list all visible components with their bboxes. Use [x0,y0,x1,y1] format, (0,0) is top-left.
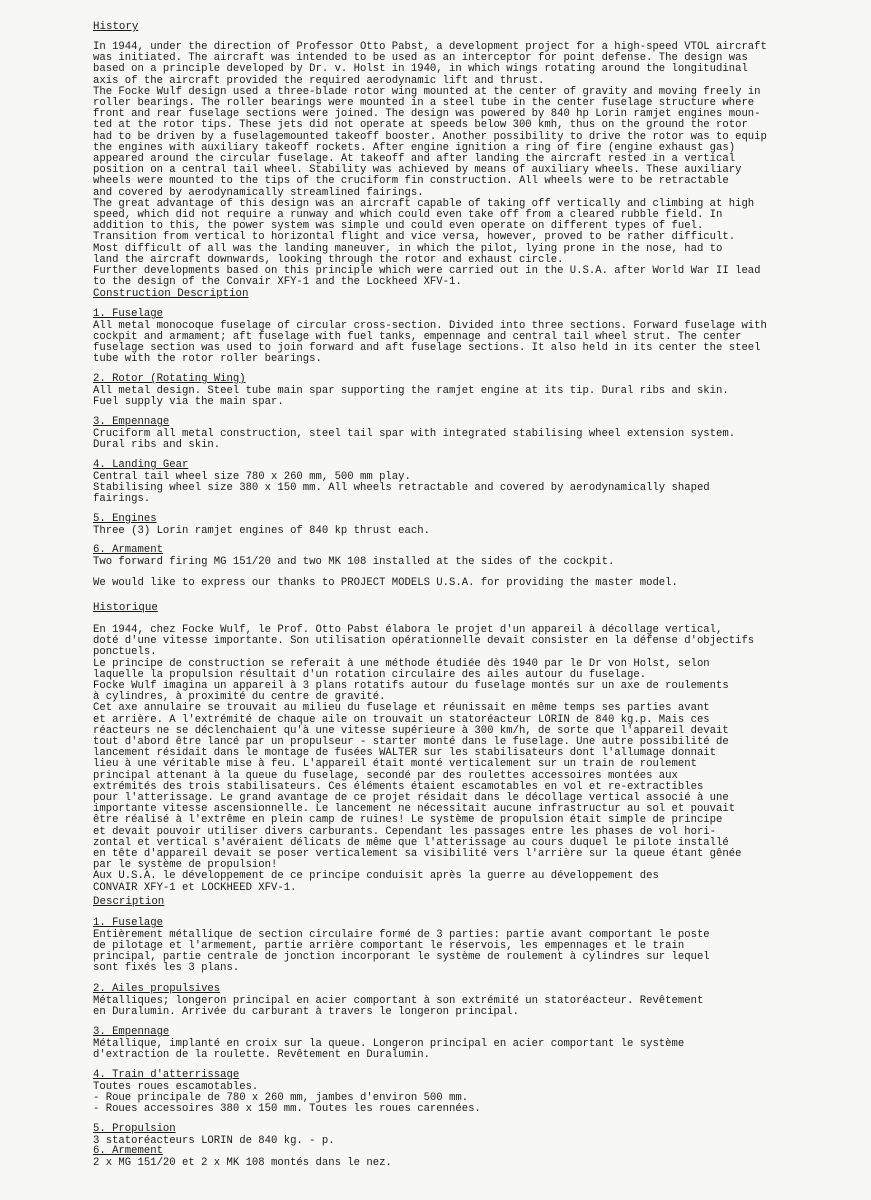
historique-text: En 1944, chez Focke Wulf, le Prof. Otto Pabst élabora le projet d'un appareil à décollage vertical, doté d'une vitesse importante. Son utilisation opérationnelle devait consister en la défense d'objectifs ponctuels. Le principe de construction se referait à une méthode étudiée dès 1940 par le Dr von Holst, selon laquelle la propulsion résultait d'un rotation circulaire des ailes autour du fuselage. Focke Wulf imagina un appareil à 3 plans rotatifs autour du fuselage montés sur un axe de roulements à cylindres, à proximité du centre de gravité. Cet axe annulaire se trouvait au milieu du fuselage et réunissait en même temps ses parties avant et arrière. A l'extrémité de chaque aile on trouvait un statoréacteur LORIN de 840 kg.p. Mais ces réacteurs ne se déclenchaient qu'à une vitesse supérieure à 300 km/h, de sorte que l'appareil devait tout d'abord être lancé par un propulseur - starter monté dans le fuselage. Une autre possibilité de lancement résidait dans le montage de fusées WALTER sur les stabilisateurs dont l'allumage donnait lieu à une véritable mise à feu. L'appareil était monté verticalement sur un train de roulement principal attenant à la queue du fuselage, secondé par des roulettes accessoires montées aux extrémités des trois stabilisateurs. Ces éléments étaient escamotables en vol et re-extractibles pour l'atterissage. Le grand avantage de ce projet résidait dans le décollage vertical associé à une importante vitesse ascensionnelle. Le lancement ne nécessitait aucune infrastructur au sol et pouvait être réalisé à l'extrême en plein camp de ruines! Le système de propulsion était simple de principe et devait pouvoir utiliser divers carburants. Cependant les passages entre les phases de vol hori- zontal et vertical s'avéraient délicats de même que l'atterissage au cours duquel le pilote installé en tête d'appareil devait se poser verticalement sa visibilité vers l'arrière sur la queue étant gênée par le système de propulsion! Aux U.S.A. le développement de ce principe conduisit après la guerre au développement des CONVAIR XFY-1 et LOCKHEED XFV-1. [93,624,755,894]
section-title: 4. Landing Gear [93,459,189,471]
section-fr-ailes [93,984,783,1018]
section-title: 3. Empennage [93,1026,170,1038]
history-text: In 1944, under the direction of Professor Otto Pabst, a development project for a high-speed VTOL aircraft was initiated. The aircraft was intended to be used as an interceptor for point defense. The design was based on a principle developed by Dr. v. Holst in 1940, in which wings rotating around the longitudinal axis of the aircraft provided the required aerodynamic lift and thrust. The Focke Wulf design used a three-blade rotor wing mounted at the center of gravity and moving freely in roller bearings. The roller bearings were mounted in a steel tube in the center fuselage structure where front and rear fuselage sections were joined. The design was powered by 840 hp Lorin ramjet engines moun- ted at the rotor tips. These jets did not operate at speeds below 300 kmh, thus on the ground the rotor had to be driven by a fuselagemounted takeoff booster. Another possibility to drive the rotor was to equip the engines with auxiliary takeoff rockets. After engine ignition a ring of fire (engine exhaust gas) appeared around the circular fuselage. At takeoff and after landing the aircraft rested in a vertical position on a central tail wheel. Stability was achieved by means of auxiliary wheels. These auxiliary wheels were mounted to the tips of the cruciform fin construction. All wheels were to be retractable and covered by aerodynamically streamlined fairings. The great advantage of this design was an aircraft capable of taking off vertically and climbing at high speed, which did not require a runway and which could even take off from a cleared rubble field. In addition to this, the power system was simple und could even operate on different types of fuel. Transition from vertical to horizontal flight and vice versa, however, proved to be rather difficult. Most difficult of all was the landing maneuver, in which the pilot, lying prone in the nose, had to land the aircraft downwards, looking through the rotor and exhaust circle. Further developments based on this principle which were carried out in the U.S.A. after World War II lead to the design of the Convair XFY-1 and the Lockheed XFV-1. [93,41,767,289]
section-text: 3 statoréacteurs LORIN de 840 kg. - p. [93,1134,335,1147]
section-en-rotor [93,374,783,408]
construction-heading [93,288,783,300]
history-heading-text: History [93,21,139,33]
section-title: 2. Ailes propulsives [93,983,221,995]
section-fr-train [93,1070,783,1115]
construction-heading-text: Construction Description [93,288,249,300]
section-text: All metal design. Steel tube main spar supporting the ramjet engine at its tip. Dural ribs and skin. Fuel supply via the main spar. [93,384,729,408]
section-en-armament [93,545,783,568]
section-title: 2. Rotor (Rotating Wing) [93,373,246,385]
section-title: 4. Train d'atterrissage [93,1069,240,1081]
section-text: Métalliques; longeron principal en acier comportant à son extrémité un statoréacteur. Revêtement en Duralumin. Arrivée du carburant à travers le longeron principal. [93,994,704,1018]
section-en-empennage [93,417,783,451]
section-title: 6. Armement [93,1145,163,1157]
section-text: Central tail wheel size 780 x 260 mm, 500 mm play. Stabilising wheel size 380 x 150 mm. All wheels retractable and covered by aerodynamically shaped fairings. [93,470,710,505]
section-en-engines [93,514,783,537]
history-paragraph [93,42,783,288]
section-title: 5. Propulsion [93,1123,176,1135]
section-text: Three (3) Lorin ramjet engines of 840 kp thrust each. [93,524,430,537]
section-text: 2 x MG 151/20 et 2 x MK 108 montés dans le nez. [93,1156,392,1169]
thanks-note [93,578,783,589]
section-text: Métallique, implanté en croix sur la queue. Longeron principal en acier comportant le système d'extraction de la roulette. Revêtement en Duralumin. [93,1037,685,1061]
section-text: Cruciform all metal construction, steel tail spar with integrated stabilising wheel extension system. Dural ribs and skin. [93,427,736,451]
section-text: Entièrement métallique de section circulaire formé de 3 parties: partie avant comportant le poste de pilotage et l'armement, partie arrière comportant le réservois, les empennages et le train principal, partie centrale de jonction incorporant le système de roulement à cylindres sur lequel sont fixés les 3 plans. [93,928,710,975]
section-en-landing-gear [93,460,783,505]
section-title: 5. Engines [93,513,157,525]
section-fr-armement [93,1146,783,1169]
section-fr-fuselage [93,918,783,974]
section-title: 6. Armament [93,544,163,556]
section-text: All metal monocoque fuselage of circular cross-section. Divided into three sections. Forward fuselage with cockpit and armament; aft fuselage with fuel tanks, empennage and central tail wheel strut. The center fuselage section was used to join forward and aft fuselage sections. It also held in its center the steel tube with the rotor roller bearings. [93,319,767,366]
section-title: 3. Empennage [93,416,170,428]
historique-heading [93,602,783,614]
section-text: Toutes roues escamotables. - Roue principale de 780 x 260 mm, jambes d'environ 500 mm. - Roues accessoires 380 x 150 mm. Toutes les roues carennées. [93,1080,481,1115]
section-title: 1. Fuselage [93,917,163,929]
section-fr-empennage [93,1027,783,1061]
historique-paragraph [93,625,783,894]
historique-heading-text: Historique [93,602,158,614]
thanks-text: We would like to express our thanks to PROJECT MODELS U.S.A. for providing the master model. [93,577,678,589]
section-en-fuselage [93,309,783,365]
description-heading-text: Description [93,896,165,908]
section-text: Two forward firing MG 151/20 and two MK 108 installed at the sides of the cockpit. [93,555,615,568]
history-heading [93,21,783,33]
section-title: 1. Fuselage [93,308,163,320]
description-heading [93,896,783,908]
section-fr-propulsion [93,1124,783,1147]
